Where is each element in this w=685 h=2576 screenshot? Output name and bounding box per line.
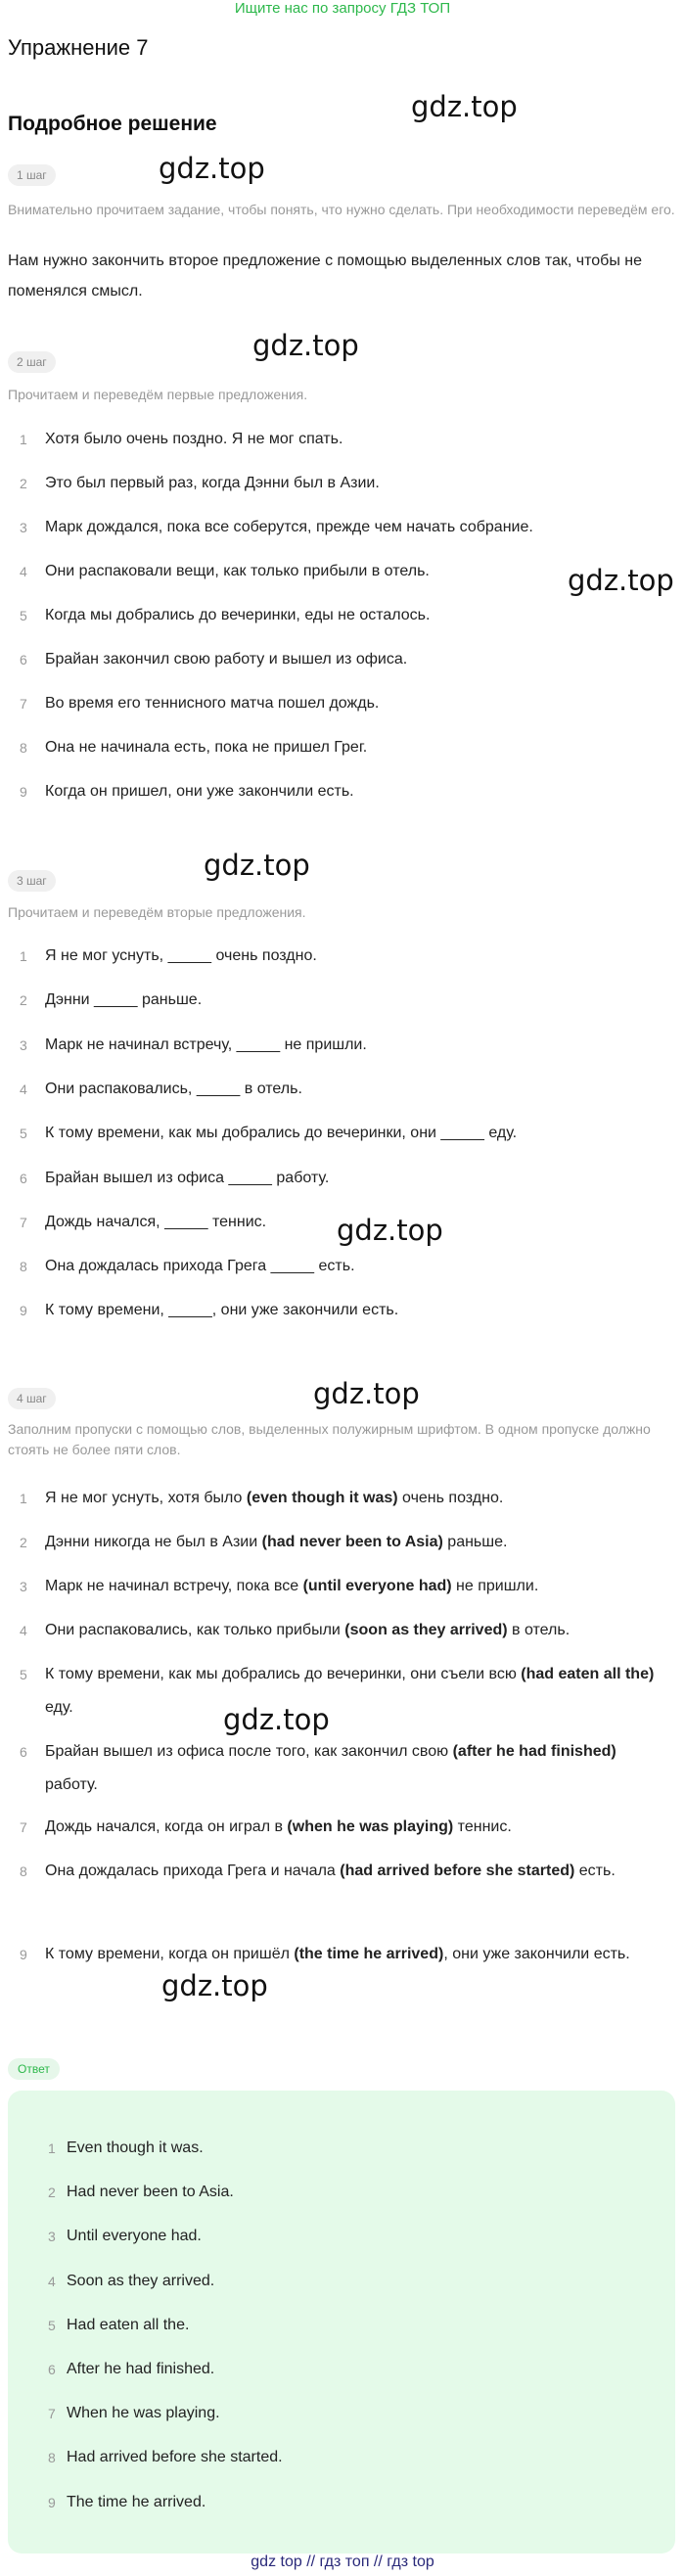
item-text: Брайан вышел из офиса после того, как закончил свою (after he had finished) работу.	[45, 1743, 616, 1793]
item-number: 7	[20, 696, 27, 712]
list-item	[20, 777, 656, 806]
item-number: 3	[20, 1036, 27, 1053]
answer-phrase: (when he was playing)	[287, 1818, 454, 1835]
step-text: Нам нужно закончить второе предложение с помощью выделенных слов так, чтобы не поменялся смысл.	[8, 253, 642, 299]
item-text: Во время его теннисного матча пошел дождь.	[45, 695, 380, 712]
list-item	[20, 1735, 656, 1802]
item-number: 6	[20, 1170, 27, 1186]
answer-item	[49, 2488, 206, 2517]
item-number: 5	[20, 608, 27, 623]
watermark: gdz.top	[223, 1703, 330, 1736]
item-text: К тому времени, когда он пришёл (the time he arrived), они уже закончили есть.	[45, 1946, 630, 1962]
answer-item	[49, 2355, 214, 2384]
item-text: Она дождалась прихода Грега и начала (had arrived before she started) есть.	[45, 1863, 616, 1879]
answer-item	[49, 2311, 189, 2340]
item-number: 3	[20, 520, 27, 535]
answer-item	[49, 2399, 220, 2428]
list-item	[20, 1119, 656, 1148]
step-badge: 3 шаг	[8, 870, 56, 892]
item-text: Она не начинала есть, пока не пришел Грег.	[45, 739, 368, 756]
item-text: К тому времени, как мы добрались до вечеринки, они съели всю (had eaten all the) еду.	[45, 1666, 655, 1716]
item-text: Это был первый раз, когда Дэнни был в Азии.	[45, 475, 380, 491]
answer-item	[49, 2443, 283, 2472]
item-number: 9	[48, 2494, 56, 2510]
item-number: 3	[48, 2229, 56, 2245]
item-text: Они распаковали вещи, как только прибыли в отель.	[45, 563, 430, 579]
answer-item	[49, 2222, 202, 2251]
watermark: gdz.top	[313, 1377, 420, 1410]
item-number: 5	[20, 1667, 27, 1682]
item-number: 8	[20, 1863, 27, 1879]
item-text: Had arrived before she started.	[67, 2449, 283, 2466]
item-number: 3	[20, 1579, 27, 1594]
item-number: 5	[20, 1126, 27, 1142]
top-banner[interactable]: Ищите нас по запросу ГДЗ ТОП	[234, 0, 451, 17]
step-description: Прочитаем и переведём вторые предложения.	[8, 904, 306, 920]
list-item	[20, 942, 656, 971]
list-item	[20, 513, 656, 542]
item-number: 2	[20, 1535, 27, 1550]
list-item	[20, 557, 656, 586]
answer-item	[49, 2178, 234, 2207]
list-item	[20, 1811, 656, 1844]
answer-phrase: (had arrived before she started)	[340, 1863, 575, 1879]
item-number: 6	[20, 1744, 27, 1760]
list-item	[20, 986, 656, 1015]
page-title: Упражнение 7	[8, 35, 149, 60]
item-number: 7	[20, 1819, 27, 1835]
watermark: gdz.top	[568, 564, 674, 597]
step-description: Заполним пропуски с помощью слов, выделенных полужирным шрифтом. В одном пропуске должно стоять не более пяти слов.	[8, 1421, 651, 1457]
item-text: Soon as they arrived.	[67, 2272, 215, 2289]
item-text: Когда мы добрались до вечеринки, еды не осталось.	[45, 607, 431, 623]
answer-phrase: (had eaten all the)	[521, 1666, 655, 1682]
item-number: 8	[20, 740, 27, 756]
list-item	[20, 1526, 656, 1559]
item-text: Had eaten all the.	[67, 2316, 190, 2333]
section-title: Подробное решение	[8, 113, 217, 135]
list-item	[20, 1482, 656, 1515]
item-number: 2	[20, 476, 27, 491]
item-number: 6	[48, 2362, 56, 2377]
answer-item	[49, 2134, 204, 2163]
list-item	[20, 469, 656, 498]
item-text: Они распаковались, как только прибыли (soon as they arrived) в отель.	[45, 1622, 571, 1638]
list-item	[20, 1296, 656, 1325]
item-number: 4	[48, 2273, 56, 2289]
item-text: The time he arrived.	[67, 2493, 206, 2510]
item-text: When he was playing.	[67, 2405, 220, 2422]
step-badge: 1 шаг	[8, 164, 56, 186]
item-number: 1	[20, 948, 27, 964]
list-item	[20, 689, 656, 718]
step-badge: 2 шаг	[8, 351, 56, 373]
list-item	[20, 733, 656, 762]
item-number: 1	[20, 1491, 27, 1506]
item-number: 9	[20, 1303, 27, 1319]
item-number: 8	[48, 2450, 56, 2466]
step-badge: 4 шаг	[8, 1388, 56, 1409]
item-number: 4	[20, 1081, 27, 1097]
item-text: Брайан вышел из офиса _____ работу.	[45, 1169, 330, 1186]
item-number: 7	[20, 1214, 27, 1230]
list-item	[20, 425, 656, 454]
item-text: Они распаковались, _____ в отель.	[45, 1080, 302, 1097]
list-item	[20, 1855, 656, 1888]
item-number: 8	[20, 1259, 27, 1275]
list-item	[20, 1614, 656, 1647]
item-number: 2	[48, 2185, 56, 2201]
item-number: 7	[48, 2406, 56, 2422]
watermark: gdz.top	[204, 849, 310, 882]
step-description: Внимательно прочитаем задание, чтобы понять, что нужно сделать. При необходимости переведём его.	[8, 202, 675, 217]
watermark: gdz.top	[159, 152, 265, 185]
item-number: 1	[20, 432, 27, 447]
item-number: 1	[48, 2140, 56, 2156]
answer-phrase: (soon as they arrived)	[344, 1622, 508, 1638]
answer-phrase: (after he had finished)	[452, 1743, 616, 1760]
item-text: Дождь начался, когда он играл в (when he was playing) теннис.	[45, 1818, 512, 1835]
item-text: Until everyone had.	[67, 2228, 202, 2245]
answer-item	[49, 2267, 214, 2296]
item-text: Хотя было очень поздно. Я не мог спать.	[45, 431, 343, 447]
item-text: Дэнни никогда не был в Азии (had never been to Asia) раньше.	[45, 1534, 508, 1550]
answer-phrase: (until everyone had)	[302, 1578, 452, 1594]
item-number: 9	[20, 784, 27, 800]
list-item	[20, 1208, 656, 1237]
watermark: gdz.top	[337, 1214, 443, 1247]
item-text: Марк дождался, пока все соберутся, прежде чем начать собрание.	[45, 519, 533, 535]
item-text: Она дождалась прихода Грега _____ есть.	[45, 1258, 355, 1275]
answer-phrase: (had never been to Asia)	[261, 1534, 443, 1550]
item-text: Дэнни _____ раньше.	[45, 991, 203, 1009]
watermark: gdz.top	[411, 90, 518, 123]
item-text: Even though it was.	[67, 2139, 204, 2156]
list-item	[20, 1658, 656, 1725]
item-number: 6	[20, 652, 27, 667]
watermark: gdz.top	[252, 329, 359, 362]
item-text: After he had finished.	[67, 2361, 215, 2377]
list-item	[20, 1075, 656, 1104]
item-number: 2	[20, 992, 27, 1009]
answer-phrase: (the time he arrived)	[294, 1946, 444, 1962]
item-text: К тому времени, _____, они уже закончили есть.	[45, 1302, 399, 1319]
item-number: 4	[20, 564, 27, 579]
answer-badge: Ответ	[8, 2058, 60, 2080]
item-text: Had never been to Asia.	[67, 2184, 234, 2201]
item-number: 9	[20, 1947, 27, 1962]
footer-links[interactable]: gdz top // гдз топ // гдз top	[251, 2553, 434, 2570]
list-item	[20, 1570, 656, 1603]
item-text: Дождь начался, _____ теннис.	[45, 1213, 267, 1230]
answer-phrase: (even though it was)	[246, 1490, 398, 1506]
item-text: Когда он пришел, они уже закончили есть.	[45, 783, 354, 800]
item-text: Я не мог уснуть, _____ очень поздно.	[45, 947, 317, 964]
item-number: 4	[20, 1623, 27, 1638]
item-text: Брайан закончил свою работу и вышел из офиса.	[45, 651, 408, 667]
item-text: Марк не начинал встречу, пока все (until everyone had) не пришли.	[45, 1578, 539, 1594]
item-number: 5	[48, 2317, 56, 2333]
list-item	[20, 1252, 656, 1281]
list-item	[20, 601, 656, 630]
item-text: Я не мог уснуть, хотя было (even though it was) очень поздно.	[45, 1490, 504, 1506]
item-text: К тому времени, как мы добрались до вечеринки, они _____ еду.	[45, 1125, 518, 1142]
watermark: gdz.top	[161, 1969, 268, 2002]
list-item	[20, 645, 656, 674]
item-text: Марк не начинал встречу, _____ не пришли.	[45, 1035, 367, 1053]
list-item	[20, 1164, 656, 1193]
step-description: Прочитаем и переведём первые предложения.	[8, 387, 308, 402]
list-item	[20, 1031, 656, 1060]
list-item	[20, 1938, 656, 1971]
